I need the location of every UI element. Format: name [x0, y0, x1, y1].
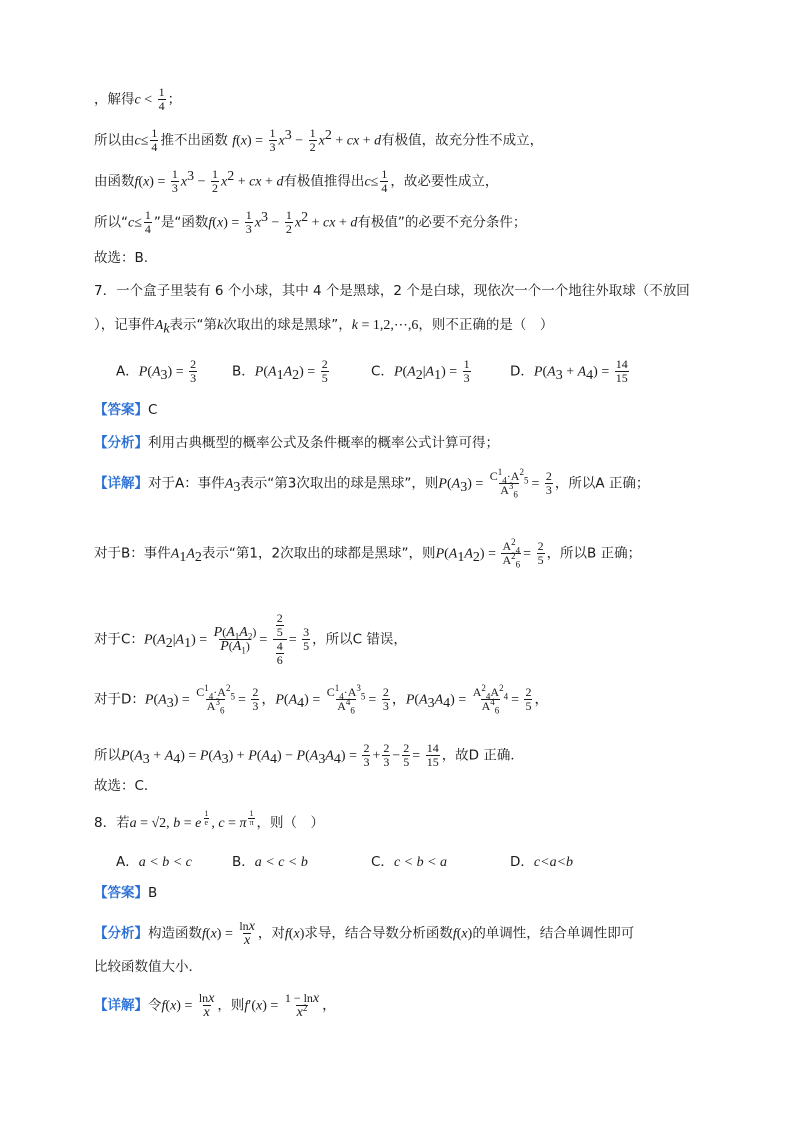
text: 8．若	[94, 815, 130, 832]
text: ，故D 正确．	[441, 747, 524, 764]
text: ，所以B 正确；	[546, 545, 642, 562]
text: 所以	[94, 747, 121, 764]
detail-tag: 【详解】	[94, 475, 148, 492]
text: ，则（ ）	[256, 815, 324, 832]
text: ），记事件	[94, 317, 155, 333]
detail-7-d: 对于D：$P(A_3)$ = $\frac{C^1_4\cdot A^2_5}{A^3_6}$ = $\frac{2}{3}$ ，$P(A_4)$ = $\frac{C^1_4\cdot A^3_5}{A^4_6}$ = $\frac{2}{3}$ ，$P(A_3A_4)$ = $\frac{A^2_4A^2_4}{A^4_6}$ = $\frac{2}{5}$ ，	[94, 683, 549, 716]
option-text: c<a<b	[533, 855, 574, 870]
text: 对于C：	[94, 631, 144, 648]
text: ，解得	[94, 91, 135, 108]
text: ，所以C 错误，	[312, 631, 407, 648]
analysis-7	[94, 434, 499, 452]
line-select-b: 故选：B.	[94, 250, 149, 266]
select-7: 故选：C．	[94, 778, 158, 794]
text: 由函数	[94, 173, 135, 190]
text: 令	[148, 997, 162, 1014]
text: ，则不正确的是（ ）	[418, 317, 554, 333]
text: ”是“函数	[153, 214, 209, 231]
text: ，所以A 正确；	[554, 475, 650, 492]
option-label: C．	[371, 854, 394, 870]
option-label: B．	[232, 363, 255, 380]
option-7-a: A．$P(A_3)$ = $\frac{2}{3}$	[116, 357, 197, 385]
text: 有极值推得出	[283, 173, 365, 190]
answer-tag: 【答案】	[94, 402, 148, 418]
question-8: 8．若a = √2, b = e $^{\frac{1}{e}}$ , c = π $^{\frac{1}{\pi}}$ ，则（ ）	[94, 809, 324, 832]
option-label: D．	[510, 854, 534, 870]
detail-8: 【详解】令f(x) = $\frac{\ln x}{x}$ ，则f′(x) = $\frac{1 - \ln x}{x^2}$ ，	[94, 991, 337, 1020]
detail-7-e: 所以$P(A_3 + A_4) = P(A_3) + P(A_4) - P(A_3A_4)$ = $\frac{2}{3}$ + $\frac{2}{3}$ − $\frac{2}{5}$ = $\frac{14}{15}$ ，故D 正确．	[94, 741, 524, 769]
option-8-a	[116, 850, 192, 871]
detail-7-c: 对于C：$P(A_2|A_1)$ = $\frac{P(A_1A_2)}{P(A_1)}$ = $\frac{\frac{2}{5}}{\frac{4}{6}}$ = $\frac{3}{5}$ ，所以C 错误，	[94, 611, 407, 667]
question-7-line2: ），记事件$A_k$表示“第k次取出的球是黑球”，k = 1,2,⋯,6，则不正确的是（ ）	[94, 317, 554, 337]
analysis-tag: 【分析】	[94, 925, 148, 942]
option-text: a < c < b	[254, 855, 308, 870]
text: 有极值”的必要不充分条件；	[357, 214, 527, 231]
line-solve-c: ，解得c < $\frac{1}{4}$ ；	[94, 85, 182, 113]
text: ，故必要性成立，	[390, 173, 499, 190]
option-text: c < b < a	[393, 855, 448, 870]
option-7-c: C．$P(A_2|A_1)$ = $\frac{1}{3}$	[371, 357, 470, 385]
text: 表示“第1，2次取出的球都是黑球”，则	[201, 545, 436, 562]
answer-8	[94, 884, 157, 902]
option-8-c	[371, 850, 447, 871]
option-7-b: B．$P(A_1A_2)$ = $\frac{2}{5}$	[232, 357, 328, 385]
text: 对于B：事件	[94, 545, 171, 562]
fraction: $\frac{1}{4}$	[158, 85, 165, 113]
text: 推不出函数	[160, 132, 228, 149]
option-label: A．	[116, 363, 139, 380]
line-sufficiency: 所以由c≤ $\frac{1}{4}$ 推不出函数 f(x) = $\frac{1}{3}$ $x^3$ − $\frac{1}{2}$ $x^2$ + cx + d有极值，故充分性不成立，	[94, 126, 544, 154]
option-label: A．	[116, 854, 139, 870]
detail-tag: 【详解】	[94, 997, 148, 1014]
analysis-tag: 【分析】	[94, 435, 148, 451]
text: 所以由	[94, 132, 135, 149]
text: ，对	[257, 925, 285, 942]
text: 次取出的球是黑球”，	[223, 317, 352, 333]
text: 有极值，故充分性不成立，	[381, 132, 544, 149]
question-7-line1: 7．一个盒子里装有 6 个小球，其中 4 个是黑球，2 个是白球，现依次一个一个地往外取球（不放回	[94, 283, 690, 299]
option-label: C．	[371, 363, 394, 380]
line-conclusion: 所以“c≤ $\frac{1}{4}$ ”是“函数f(x) = $\frac{1}{3}$ $x^3$ − $\frac{1}{2}$ $x^2$ + cx + d有极值”的必要不充分条件；	[94, 208, 527, 236]
text: 所以“	[94, 214, 128, 231]
detail-7-b: 对于B：事件$A_1A_2$表示“第1，2次取出的球都是黑球”，则$P(A_1A_2)$ = $\frac{A^2_4}{A^2_6}$ = $\frac{2}{5}$ ，所以B 正确；	[94, 537, 642, 570]
detail-7-a: 【详解】对于A：事件$A_3$表示“第3次取出的球是黑球”，则$P(A_3)$ = $\frac{C^1_4\cdot A^2_5}{A^3_6}$ = $\frac{2}{3}$ ，所以A 正确；	[94, 467, 650, 500]
option-label: B．	[232, 854, 255, 870]
option-8-d	[510, 850, 573, 871]
text: 表示“第3次取出的球是黑球”，则	[240, 475, 439, 492]
option-text: a < b < c	[138, 855, 192, 870]
text: C	[148, 402, 158, 418]
option-7-d: D．$P(A_3 + A_4)$ = $\frac{14}{15}$	[510, 357, 628, 385]
answer-tag: 【答案】	[94, 885, 148, 901]
line-necessity: 由函数f(x) = $\frac{1}{3}$ $x^3$ − $\frac{1}{2}$ $x^2$ + cx + d有极值推得出c≤ $\frac{1}{4}$ ，故必要性成立，	[94, 167, 499, 195]
text: 的单调性，结合单调性即可	[472, 925, 635, 942]
text: 利用古典概型的概率公式及条件概率的概率公式计算可得；	[148, 435, 499, 451]
analysis-8: 【分析】构造函数f(x) = $\frac{\ln x}{x}$ ，对f(x)求导，结合导数分析函数f(x)的单调性，结合单调性即可	[94, 919, 635, 948]
text: 构造函数	[148, 925, 202, 942]
option-8-b	[232, 850, 308, 871]
analysis-8-cont: 比较函数值大小．	[94, 959, 202, 975]
text: 求导，结合导数分析函数	[304, 925, 453, 942]
answer-7	[94, 401, 157, 419]
text: B	[148, 885, 158, 901]
option-label: D．	[510, 363, 534, 380]
text: ，则	[217, 997, 245, 1014]
text: 表示“第	[169, 317, 218, 333]
text: 对于D：	[94, 691, 145, 708]
text: 对于A：事件	[148, 475, 225, 492]
